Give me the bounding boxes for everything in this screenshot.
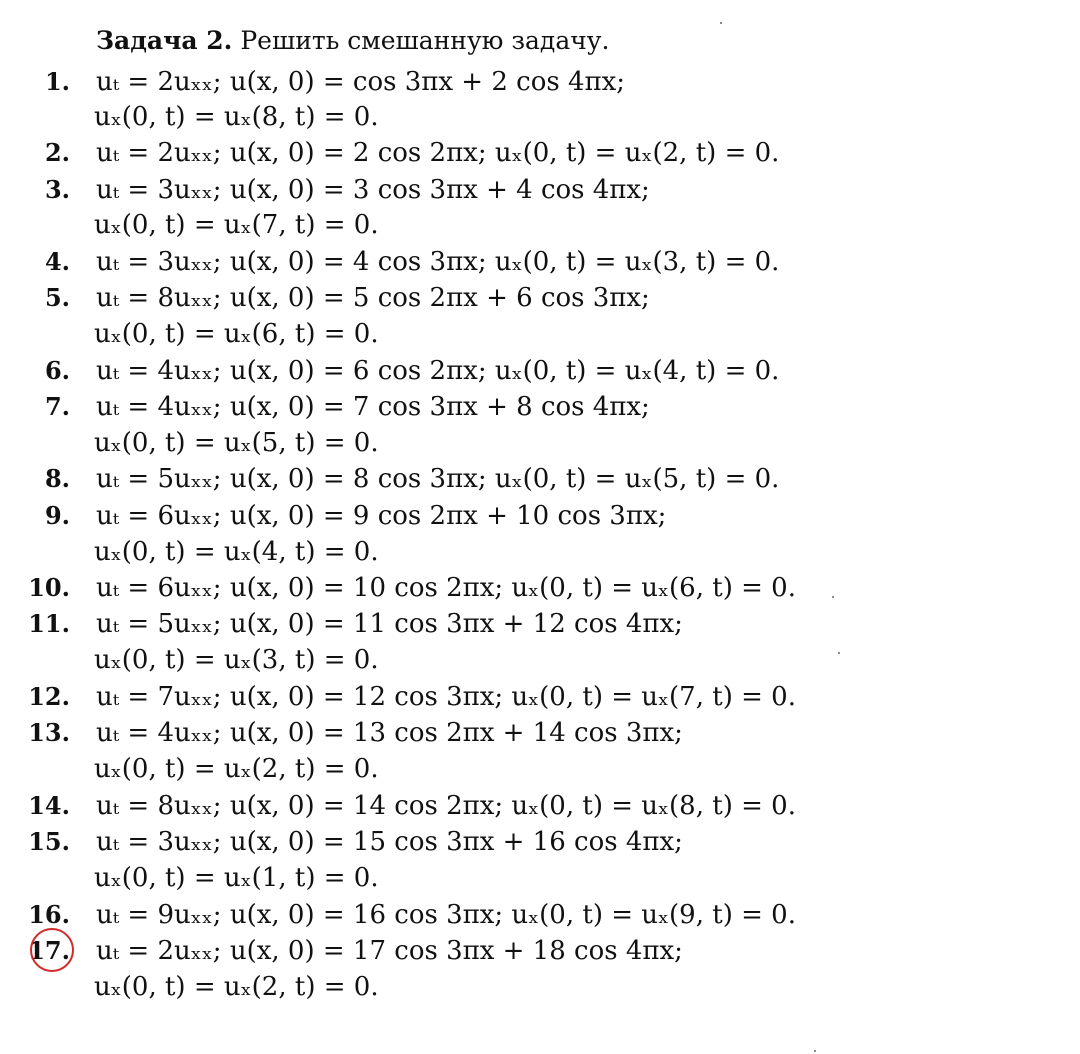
problem-number: 13. [28,718,70,747]
problem-number: 9. [44,501,70,530]
problem-number: 8. [44,464,70,493]
scan-speck [814,1050,816,1052]
problem-boundary: uₓ(0, t) = uₓ(7, t) = 0. [94,210,379,240]
task-text: Решить смешанную задачу. [240,26,610,55]
task-label: Задача 2. [96,26,233,55]
scan-speck [720,22,722,24]
problem-number: 7. [44,392,70,421]
problem-number: 5. [44,283,70,312]
problem-equation: uₜ = 8uₓₓ; u(x, 0) = 5 cos 2πx + 6 cos 3πx; [96,283,650,313]
problem-equation: uₜ = 5uₓₓ; u(x, 0) = 8 cos 3πx; uₓ(0, t) = uₓ(5, t) = 0. [96,464,780,494]
problem-number: 12. [28,682,70,711]
highlight-circle [30,928,74,972]
problem-boundary: uₓ(0, t) = uₓ(4, t) = 0. [94,537,379,567]
problem-boundary: uₓ(0, t) = uₓ(3, t) = 0. [94,645,379,675]
problem-number: 15. [28,827,70,856]
problem-number: 4. [44,247,70,276]
scan-speck [838,652,840,654]
problem-number: 3. [44,175,70,204]
problem-number: 2. [44,138,70,167]
problem-equation: uₜ = 9uₓₓ; u(x, 0) = 16 cos 3πx; uₓ(0, t) = uₓ(9, t) = 0. [96,900,796,930]
problem-boundary: uₓ(0, t) = uₓ(2, t) = 0. [94,972,379,1002]
problem-equation: uₜ = 2uₓₓ; u(x, 0) = cos 3πx + 2 cos 4πx; [96,67,626,97]
problem-equation: uₜ = 4uₓₓ; u(x, 0) = 6 cos 2πx; uₓ(0, t) = uₓ(4, t) = 0. [96,356,780,386]
problem-equation: uₜ = 3uₓₓ; u(x, 0) = 4 cos 3πx; uₓ(0, t) = uₓ(3, t) = 0. [96,247,780,277]
problem-equation: uₜ = 5uₓₓ; u(x, 0) = 11 cos 3πx + 12 cos 4πx; [96,609,683,639]
problem-number: 1. [44,67,70,96]
problem-equation: uₜ = 3uₓₓ; u(x, 0) = 3 cos 3πx + 4 cos 4πx; [96,175,650,205]
problem-boundary: uₓ(0, t) = uₓ(8, t) = 0. [94,102,379,132]
problem-equation: uₜ = 4uₓₓ; u(x, 0) = 13 cos 2πx + 14 cos 3πx; [96,718,683,748]
problem-equation: uₜ = 3uₓₓ; u(x, 0) = 15 cos 3πx + 16 cos 4πx; [96,827,683,857]
problem-equation: uₜ = 4uₓₓ; u(x, 0) = 7 cos 3πx + 8 cos 4πx; [96,392,650,422]
task-heading [96,26,609,55]
problem-equation: uₜ = 6uₓₓ; u(x, 0) = 10 cos 2πx; uₓ(0, t) = uₓ(6, t) = 0. [96,573,796,603]
problem-boundary: uₓ(0, t) = uₓ(1, t) = 0. [94,863,379,893]
problem-number: 6. [44,356,70,385]
problem-number: 10. [28,573,70,602]
problem-number: 11. [28,609,70,638]
problem-equation: uₜ = 2uₓₓ; u(x, 0) = 2 cos 2πx; uₓ(0, t) = uₓ(2, t) = 0. [96,138,780,168]
problem-number: 17. [28,936,70,965]
problem-number: 14. [28,791,70,820]
problem-boundary: uₓ(0, t) = uₓ(5, t) = 0. [94,428,379,458]
problem-equation: uₜ = 8uₓₓ; u(x, 0) = 14 cos 2πx; uₓ(0, t) = uₓ(8, t) = 0. [96,791,796,821]
problem-boundary: uₓ(0, t) = uₓ(2, t) = 0. [94,754,379,784]
scan-speck [832,596,834,598]
problem-number: 16. [28,900,70,929]
problem-equation: uₜ = 2uₓₓ; u(x, 0) = 17 cos 3πx + 18 cos 4πx; [96,936,683,966]
problem-equation: uₜ = 7uₓₓ; u(x, 0) = 12 cos 3πx; uₓ(0, t) = uₓ(7, t) = 0. [96,682,796,712]
problem-equation: uₜ = 6uₓₓ; u(x, 0) = 9 cos 2πx + 10 cos 3πx; [96,501,667,531]
problem-boundary: uₓ(0, t) = uₓ(6, t) = 0. [94,319,379,349]
